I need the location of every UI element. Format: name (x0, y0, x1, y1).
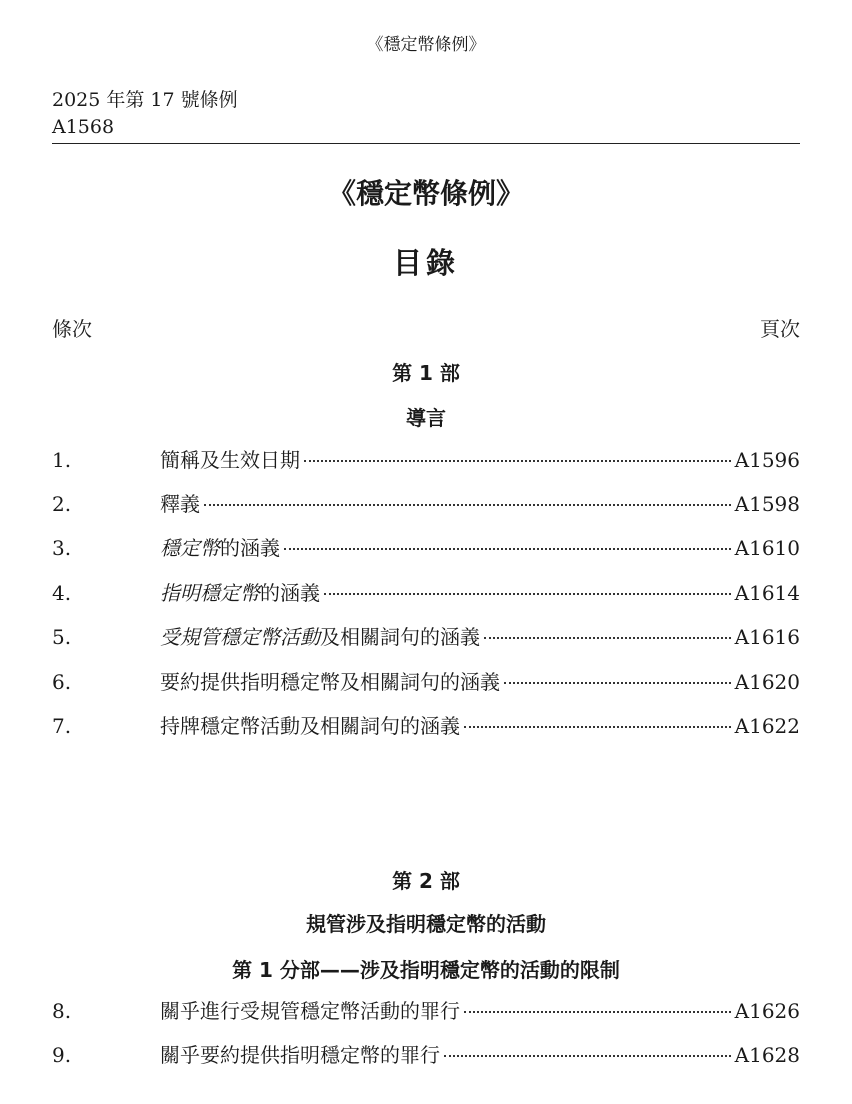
page-number: A1568 (52, 116, 115, 138)
dot-leader (504, 682, 731, 684)
entry-number: 4. (52, 581, 72, 605)
entry-title: 簡稱及生效日期 (160, 448, 300, 472)
entry-title-italic: 受規管穩定幣活動 (160, 625, 320, 649)
toc-entry-4[interactable] (52, 578, 800, 608)
header-rule (52, 143, 800, 144)
entry-number: 1. (52, 448, 72, 472)
entry-number: 3. (52, 536, 72, 560)
entry-title (160, 622, 480, 652)
dot-leader (464, 726, 731, 728)
toc-entry-3[interactable] (52, 533, 800, 563)
toc-entry-9[interactable] (52, 1040, 800, 1070)
entry-title-italic: 穩定幣 (160, 536, 220, 560)
document-title: 《穩定幣條例》 (327, 177, 524, 210)
page-column-label: 頁次 (760, 317, 800, 341)
toc-entry-7[interactable] (52, 711, 800, 741)
entry-title: 持牌穩定幣活動及相關詞句的涵義 (160, 714, 460, 738)
part-1-subheading: 導言 (406, 406, 446, 430)
dot-leader (284, 548, 731, 550)
entry-title (160, 578, 320, 608)
dot-leader (204, 504, 731, 506)
entry-page: A1626 (734, 999, 800, 1023)
dot-leader (304, 460, 731, 462)
entry-number: 5. (52, 625, 72, 649)
part-2-subheading: 規管涉及指明穩定幣的活動 (306, 912, 546, 936)
entry-page: A1616 (734, 625, 800, 649)
entry-page: A1596 (734, 448, 800, 472)
part-2-heading: 第 2 部 (392, 869, 460, 893)
entry-title: 要約提供指明穩定幣及相關詞句的涵義 (160, 670, 500, 694)
running-head: 《穩定幣條例》 (366, 35, 486, 55)
entry-page: A1598 (734, 492, 800, 516)
toc-entry-6[interactable] (52, 667, 800, 697)
entry-page: A1610 (734, 536, 800, 560)
entry-title: 關乎要約提供指明穩定幣的罪行 (160, 1043, 440, 1067)
entry-title-rest: 的涵義 (260, 581, 320, 605)
toc-entry-2[interactable] (52, 489, 800, 519)
dot-leader (324, 593, 731, 595)
entry-title: 關乎進行受規管穩定幣活動的罪行 (160, 999, 460, 1023)
division-1-heading: 第 1 分部——涉及指明穩定幣的活動的限制 (232, 958, 620, 982)
entry-page: A1620 (734, 670, 800, 694)
entry-number: 9. (52, 1043, 72, 1067)
entry-title-rest: 的涵義 (220, 536, 280, 560)
dot-leader (464, 1011, 731, 1013)
entry-page: A1628 (734, 1043, 800, 1067)
entry-page: A1622 (734, 714, 800, 738)
part-1-heading: 第 1 部 (392, 361, 460, 385)
entry-number: 6. (52, 670, 72, 694)
entry-number: 2. (52, 492, 72, 516)
entry-title-rest: 及相關詞句的涵義 (320, 625, 480, 649)
toc-entry-5[interactable] (52, 622, 800, 652)
dot-leader (444, 1055, 731, 1057)
ordinance-number: 2025 年第 17 號條例 (52, 89, 238, 111)
entry-title-italic: 指明穩定幣 (160, 581, 260, 605)
toc-heading: 目錄 (392, 246, 459, 280)
entry-title: 釋義 (160, 492, 200, 516)
entry-title (160, 533, 280, 563)
toc-entry-8[interactable] (52, 996, 800, 1026)
entry-number: 7. (52, 714, 72, 738)
entry-number: 8. (52, 999, 72, 1023)
dot-leader (484, 637, 731, 639)
entry-page: A1614 (734, 581, 800, 605)
toc-entry-1[interactable] (52, 445, 800, 475)
section-column-label: 條次 (52, 317, 92, 341)
